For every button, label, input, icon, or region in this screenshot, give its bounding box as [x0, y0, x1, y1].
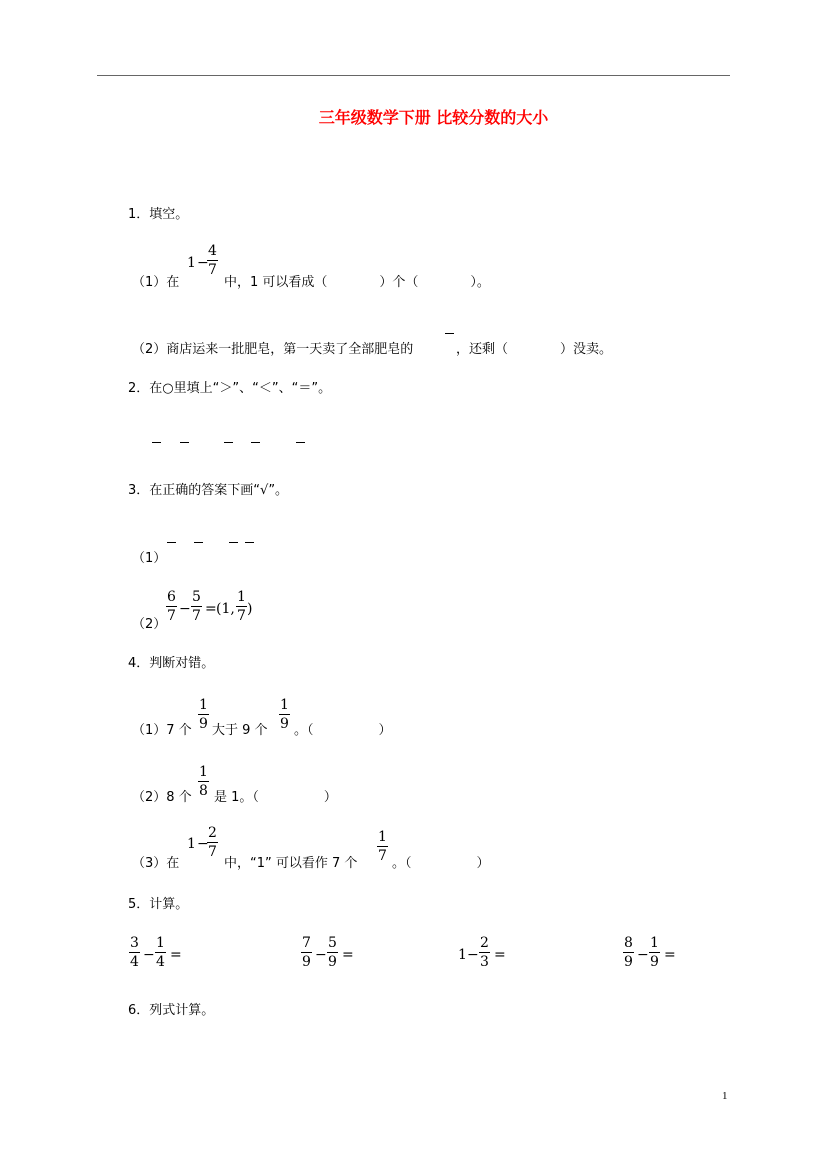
check-mark-icon: √ [260, 483, 269, 498]
q4-part1-fraction-b [279, 698, 290, 731]
q3-part2-fraction-c [236, 590, 247, 623]
q2-heading-text: 2．在○里填上“ [128, 381, 220, 396]
numerator: 2 [208, 825, 217, 841]
numerator: 6 [167, 589, 176, 605]
q3-blank-fraction-bar [194, 542, 203, 543]
q6-heading: 6．列式计算。 [128, 1003, 215, 1018]
numerator: 1 [378, 829, 387, 845]
q3-part2-paren-open: (1, [216, 601, 235, 617]
q5-expr1-equals: = [170, 947, 182, 963]
q5-expr3-fraction [479, 936, 490, 969]
q2-sep-2: ”、“ [271, 381, 299, 396]
q1-part2-fraction-bar [445, 333, 454, 334]
q2-less-sign: ＜ [258, 381, 272, 396]
q1-part1-text-a: （1）在 [132, 275, 180, 290]
q4-part3-expr-one: 1 [187, 836, 196, 852]
q2-equal-sign: ＝ [298, 381, 312, 396]
q5-expr4-minus: − [637, 947, 649, 963]
q2-blank-fraction-bar [251, 442, 260, 443]
q3-part2-fraction-a [166, 590, 177, 623]
q5-expr2-equals: = [342, 947, 354, 963]
q2-sep-1: ”、“ [232, 381, 259, 396]
numerator: 4 [208, 243, 217, 259]
numerator: 5 [328, 935, 337, 951]
denominator: 3 [480, 954, 489, 970]
numerator: 5 [192, 589, 201, 605]
q2-blank-fraction-bar [180, 442, 189, 443]
q2-greater-sign: ＞ [219, 381, 233, 396]
q3-blank-fraction-bar [229, 542, 238, 543]
q4-part1-fraction-a [198, 698, 209, 731]
q2-blank-fraction-bar [224, 442, 233, 443]
q5-expr3-equals: = [494, 947, 506, 963]
denominator: 7 [192, 608, 201, 624]
denominator: 7 [208, 262, 217, 278]
q3-part2-fraction-b [191, 590, 202, 623]
q2-blank-fraction-bar [296, 442, 305, 443]
denominator: 9 [302, 954, 311, 970]
q3-heading [128, 484, 288, 497]
q5-expr1-minus: − [143, 947, 155, 963]
q3-part1-label: （1） [132, 551, 167, 566]
q4-heading: 4．判断对错。 [128, 656, 215, 671]
denominator: 4 [156, 954, 165, 970]
numerator: 2 [480, 935, 489, 951]
q5-heading: 5．计算。 [128, 897, 189, 912]
denominator: 4 [130, 954, 139, 970]
q5-expr2-fraction-a [301, 936, 312, 969]
q4-part3-text-c: 。（ ） [392, 856, 490, 871]
numerator: 1 [199, 764, 208, 780]
q1-part2-text-b: ，还剩（ ）没卖。 [456, 342, 613, 357]
denominator: 9 [624, 954, 633, 970]
numerator: 3 [130, 935, 139, 951]
q1-part1-text-b: 中，1 可以看成（ ）个（ ）。 [224, 275, 490, 290]
denominator: 7 [237, 608, 246, 624]
header-rule [97, 75, 730, 76]
q4-part3-fraction-b [377, 830, 388, 863]
q3-blank-fraction-bar [245, 542, 254, 543]
denominator: 8 [199, 783, 208, 799]
denominator: 9 [328, 954, 337, 970]
q5-expr2-minus: − [315, 947, 327, 963]
q1-heading: 1．填空。 [128, 207, 189, 222]
q4-part1-text-b: 大于 9 个 [212, 723, 268, 738]
numerator: 8 [624, 935, 633, 951]
q5-expr4-equals: = [664, 947, 676, 963]
q5-expr1-fraction-a [129, 936, 140, 969]
q1-part1-expr-one: 1 [187, 255, 196, 271]
denominator: 7 [167, 608, 176, 624]
q4-part3-text-b: 中，“1” 可以看作 7 个 [224, 856, 358, 871]
numerator: 7 [302, 935, 311, 951]
denominator: 7 [378, 848, 387, 864]
q4-part1-text-a: （1）7 个 [132, 723, 192, 738]
q5-expr3-minus: − [467, 947, 479, 963]
numerator: 1 [199, 697, 208, 713]
q4-part3-expr-minus: − [197, 836, 209, 852]
denominator: 9 [280, 716, 289, 732]
q4-part1-text-c: 。（ ） [294, 723, 392, 738]
q3-heading-text: 3．在正确的答案下画“ [128, 483, 261, 498]
q1-part1-expr-minus: − [197, 255, 209, 271]
q3-part2-minus: − [179, 601, 191, 617]
q5-expr4-fraction-a [623, 936, 634, 969]
q3-part2-label: （2） [132, 617, 167, 632]
numerator: 1 [650, 935, 659, 951]
denominator: 7 [208, 844, 217, 860]
q4-part2-text-b: 是 1。（ ） [214, 790, 337, 805]
numerator: 1 [237, 589, 246, 605]
denominator: 9 [199, 716, 208, 732]
q4-part2-text-a: （2）8 个 [132, 790, 192, 805]
q5-expr4-fraction-b [649, 936, 660, 969]
q5-expr2-fraction-b [327, 936, 338, 969]
q3-blank-fraction-bar [167, 542, 176, 543]
q4-part2-fraction [198, 765, 209, 798]
q3-heading-end: ”。 [268, 483, 289, 498]
q4-part3-text-a: （3）在 [132, 856, 180, 871]
page-title: 三年级数学下册 比较分数的大小 [318, 108, 549, 127]
q1-part1-fraction [207, 244, 218, 277]
numerator: 1 [156, 935, 165, 951]
numerator: 1 [280, 697, 289, 713]
q5-expr1-fraction-b [155, 936, 166, 969]
q5-expr3-lead: 1 [458, 947, 467, 963]
q2-heading-end: ”。 [311, 381, 332, 396]
q1-part2-text-a: （2）商店运来一批肥皂，第一天卖了全部肥皂的 [132, 342, 414, 357]
q3-part2-paren-close: ) [247, 601, 253, 617]
q4-part3-fraction-a [207, 826, 218, 859]
q2-blank-fraction-bar [152, 442, 161, 443]
denominator: 9 [650, 954, 659, 970]
page-number: 1 [722, 1090, 728, 1102]
q2-heading [128, 382, 331, 395]
q3-part2-equals: = [205, 601, 217, 617]
